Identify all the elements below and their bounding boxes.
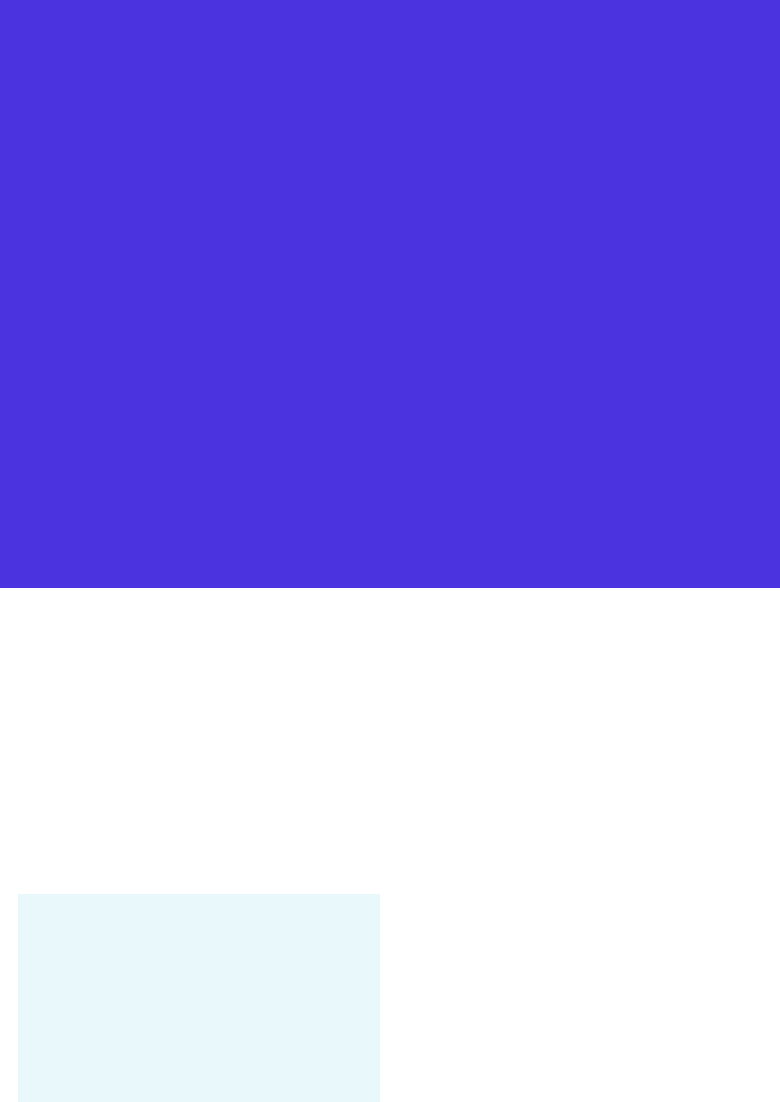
periodic-table-figure [18, 894, 380, 1102]
document-page [0, 588, 780, 1102]
right-column [395, 596, 773, 606]
section-1-2 [395, 882, 780, 888]
